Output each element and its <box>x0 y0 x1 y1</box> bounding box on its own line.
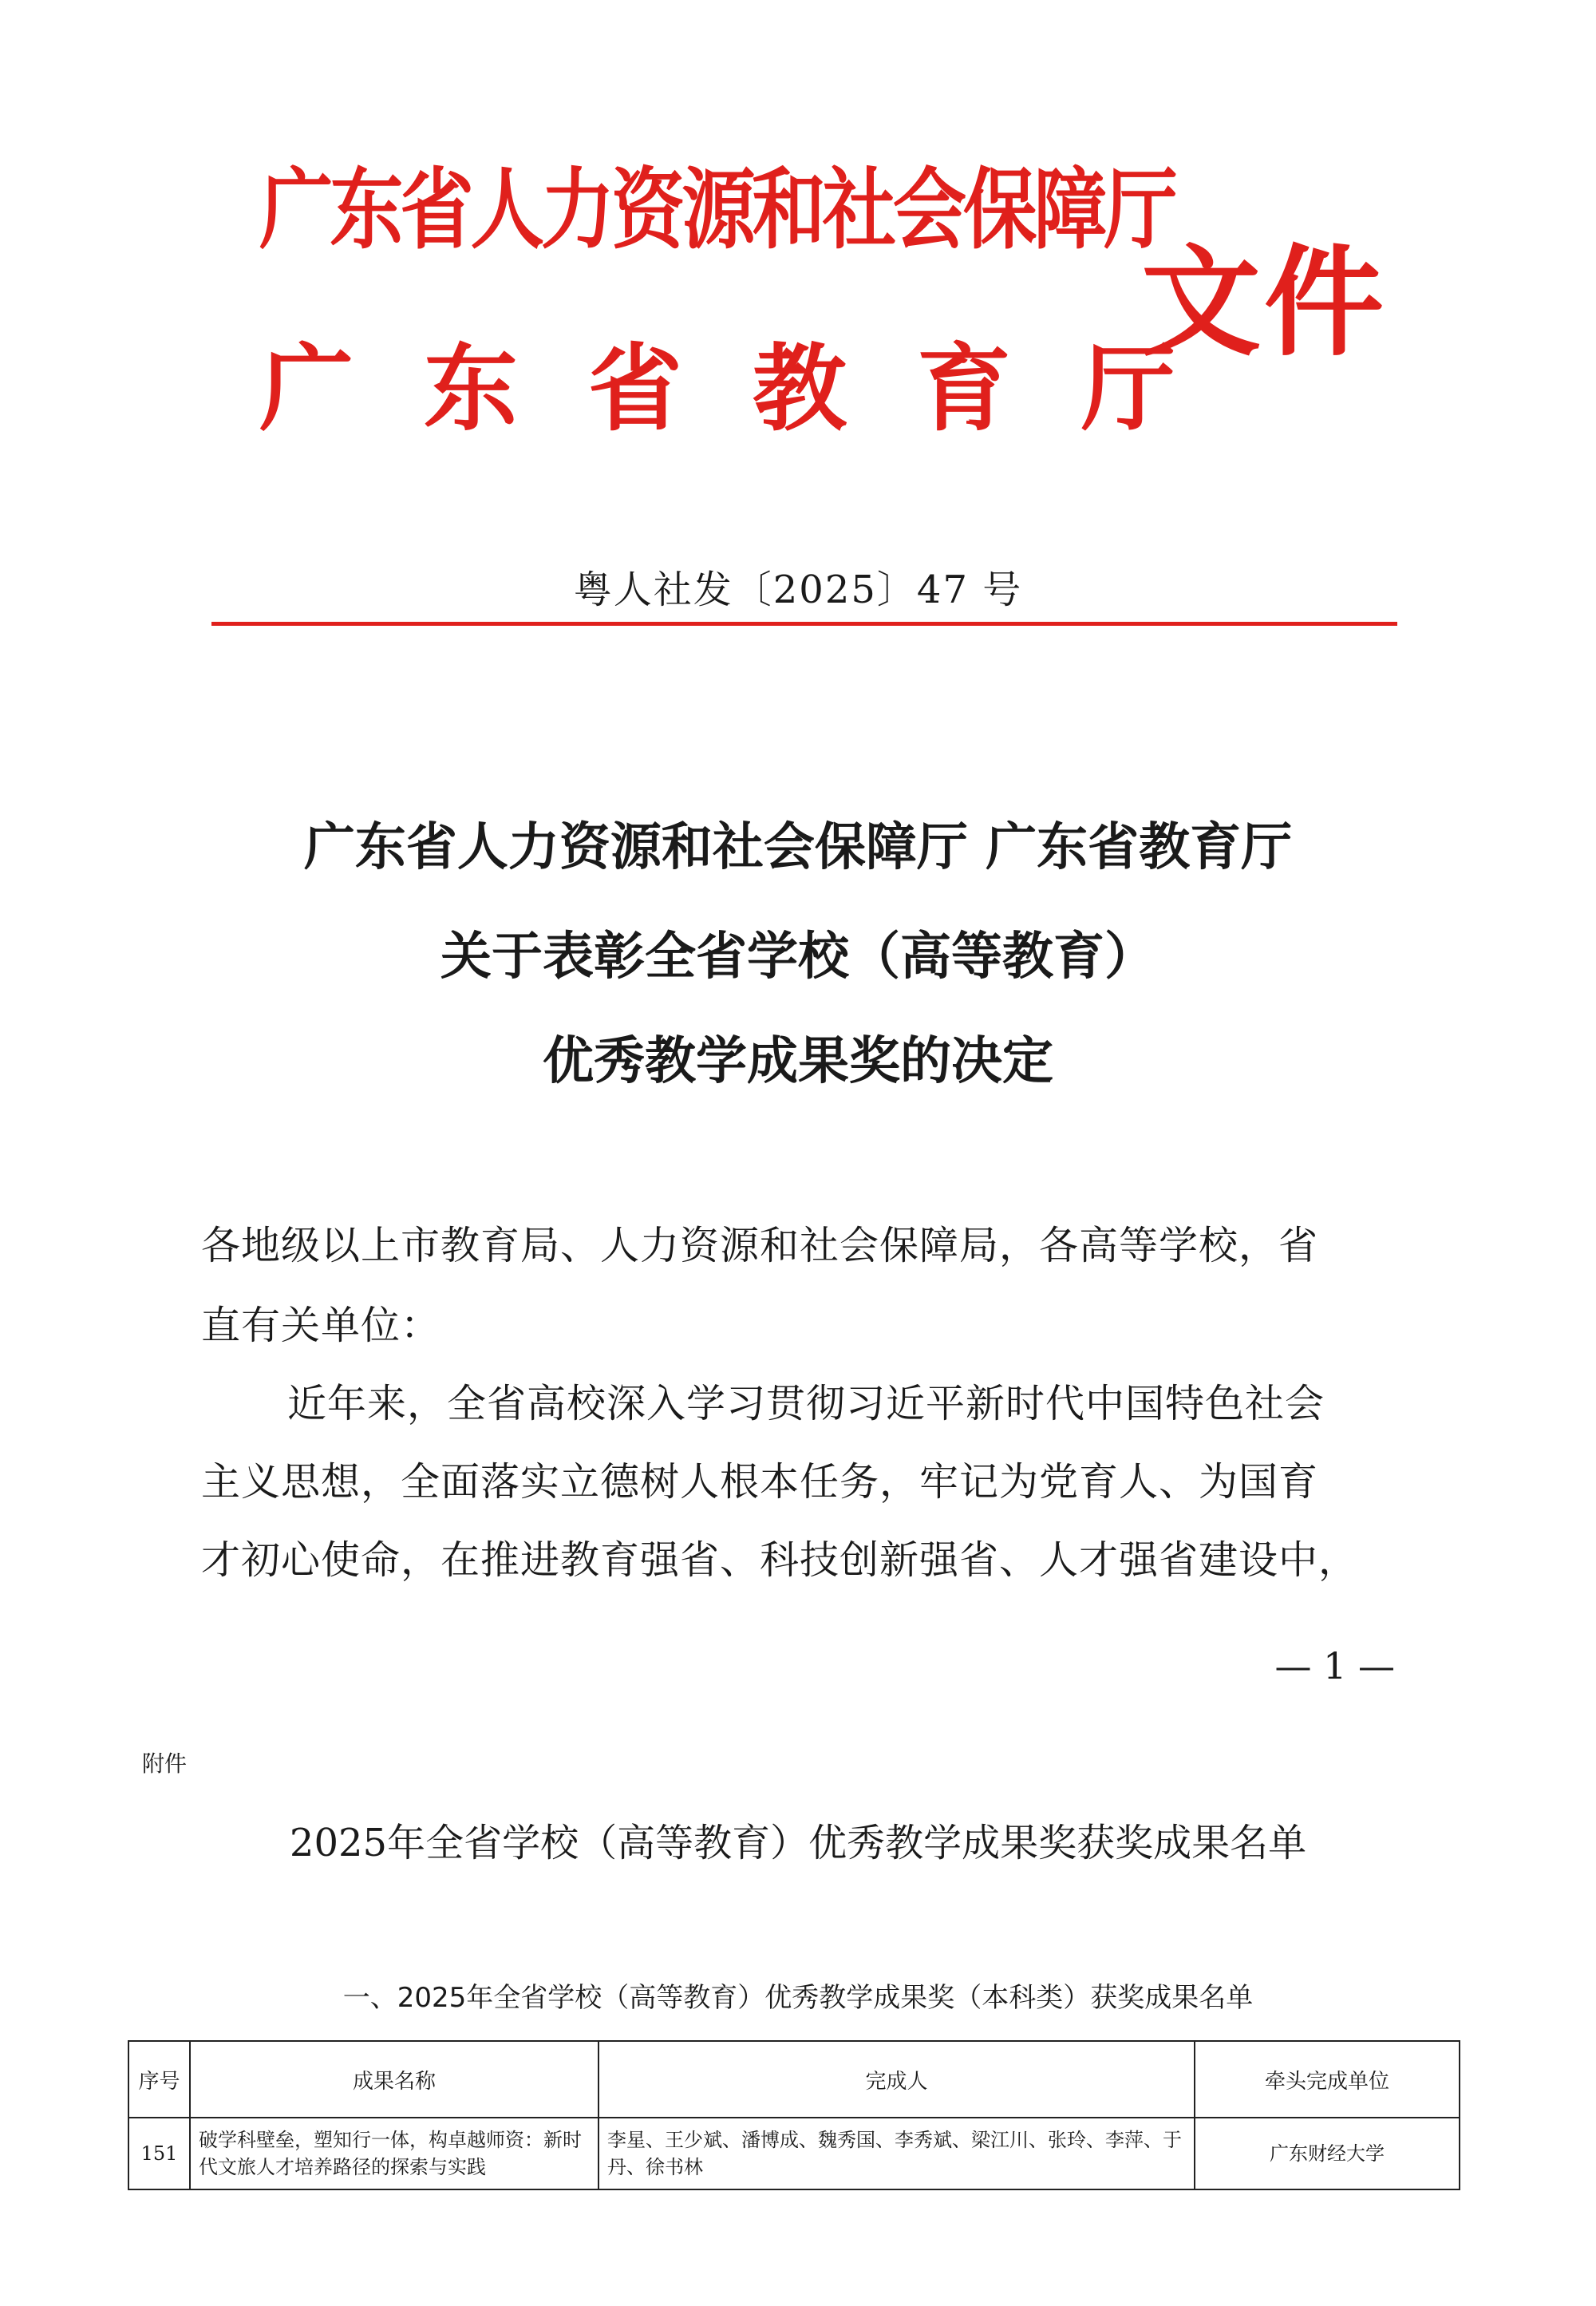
addressee-line1: 各地级以上市教育局、人力资源和社会保障局，各高等学校，省 <box>201 1223 1319 1268</box>
attachment-title: 2025年全省学校（高等教育）优秀教学成果奖获奖成果名单 <box>289 1821 1307 1865</box>
document-word: 文件 <box>1141 234 1388 373</box>
attachment-label: 附件 <box>142 1750 188 1777</box>
header-name: 成果名称 <box>190 2041 598 2118</box>
red-divider <box>211 622 1397 626</box>
header-unit: 牵头完成单位 <box>1195 2041 1460 2118</box>
cell-people: 李星、王少斌、潘博成、魏秀国、李秀斌、梁江川、张玲、李萍、于丹、徐书林 <box>598 2118 1195 2189</box>
document-number: 粤人社发〔2025〕47 号 <box>573 568 1023 612</box>
paragraph-line2: 主义思想，全面落实立德树人根本任务，牢记为党育人、为国育 <box>201 1459 1319 1505</box>
document-title-line3: 优秀教学成果奖的决定 <box>543 1032 1053 1091</box>
header-seq: 序号 <box>128 2041 190 2118</box>
table-header-row <box>128 2041 1460 2118</box>
paragraph-line3: 才初心使命，在推进教育强省、科技创新强省、人才强省建设中， <box>201 1537 1359 1583</box>
page-number: — 1 — <box>1274 1644 1395 1687</box>
paragraph-line1: 近年来，全省高校深入学习贯彻习近平新时代中国特色社会 <box>287 1381 1325 1426</box>
agency-name-education: 广东省教育厅 <box>259 334 1246 444</box>
document-title-line2: 关于表彰全省学校（高等教育） <box>440 928 1156 987</box>
cell-unit: 广东财经大学 <box>1195 2118 1460 2189</box>
document-title-line1: 广东省人力资源和社会保障厅 广东省教育厅 <box>303 818 1293 877</box>
header-people: 完成人 <box>598 2041 1195 2118</box>
agency-name-hrss: 广东省人力资源和社会保障厅 <box>259 159 1175 261</box>
table-row <box>128 2118 1460 2189</box>
cell-seq: 151 <box>128 2118 190 2189</box>
addressee-line2: 直有关单位： <box>201 1303 441 1348</box>
section-title: 一、2025年全省学校（高等教育）优秀教学成果奖（本科类）获奖成果名单 <box>342 1982 1254 2014</box>
award-table <box>128 2040 1460 2190</box>
cell-name: 破学科壁垒，塑知行一体，构卓越师资：新时代文旅人才培养路径的探索与实践 <box>190 2118 598 2189</box>
